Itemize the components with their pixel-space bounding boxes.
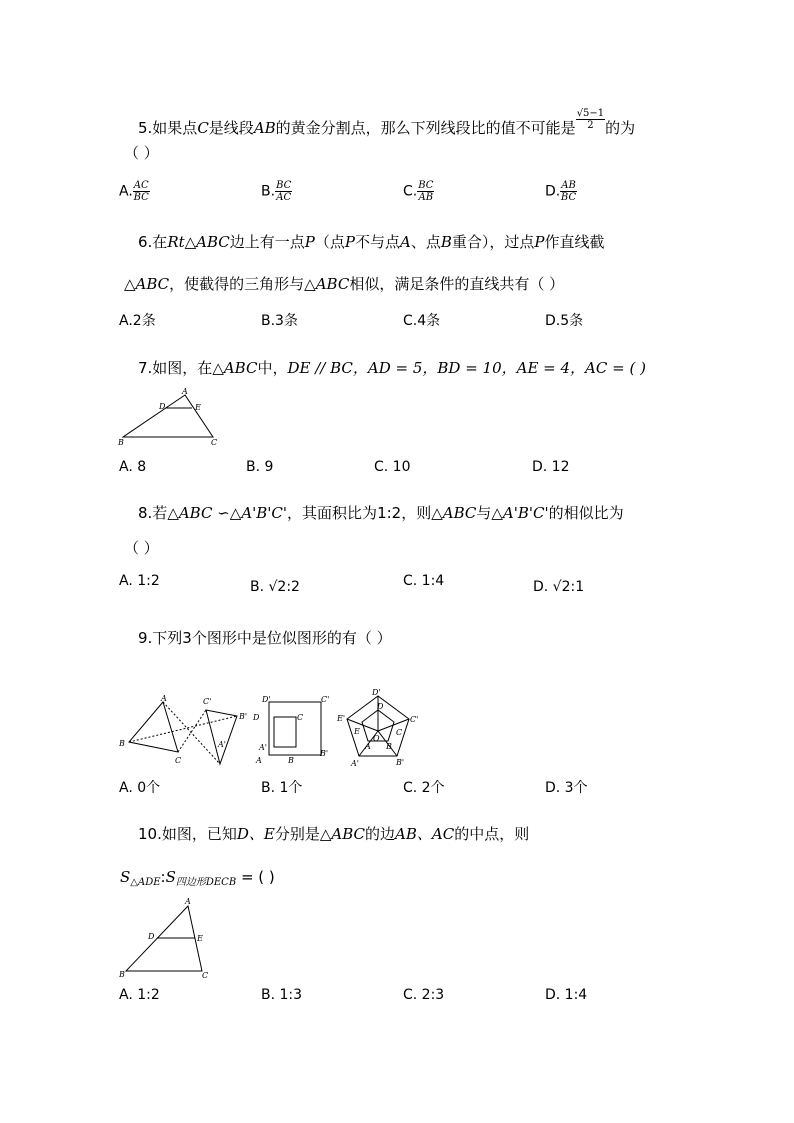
label-a1: A' [259, 743, 267, 752]
label-c: C [297, 713, 304, 722]
label-b: B [119, 739, 125, 748]
q10-stem-line1 [138, 824, 529, 844]
inner-rectangle [274, 717, 296, 747]
q8-ratio: 1:2 [377, 504, 402, 522]
label-a: A [185, 897, 191, 906]
q6-text: 、点 [410, 233, 441, 251]
q6-var: △ABC [304, 275, 350, 293]
label-d: D [148, 932, 155, 941]
label-b: B [118, 438, 124, 447]
triangle-abc [129, 702, 178, 752]
q10-text: = ( ) [236, 868, 275, 886]
q6-var: B [440, 233, 452, 251]
q10-triangle-figure [115, 894, 225, 984]
q7-option-a[interactable]: A. 8 [119, 459, 147, 475]
q8-paren: （ ） [124, 539, 159, 557]
q8-text: ，则 [401, 504, 432, 522]
label-a: A [256, 756, 262, 765]
q8-var: △A'B'C' [491, 504, 549, 522]
q6-option-b[interactable]: B.3条 [261, 313, 298, 329]
q8-option-a[interactable]: A. 1:2 [119, 573, 160, 589]
ray [378, 719, 409, 731]
label-d1: D' [262, 695, 271, 704]
q6-option-a[interactable]: A.2条 [119, 313, 156, 329]
q10-text: 的中点，则 [454, 825, 530, 843]
option-label: D. [545, 183, 561, 200]
q5-stem [138, 108, 635, 138]
q8-var: △ABC ∽△A'B'C' [167, 504, 288, 522]
label-d: D [253, 713, 260, 722]
option-label: A. [119, 183, 133, 200]
q7-text: 中， [257, 359, 288, 377]
area-subscript: △ADE [130, 877, 161, 888]
frac-den: AC [276, 192, 292, 203]
frac-num: √5−1 [576, 108, 605, 119]
label-d: D [377, 702, 384, 711]
label-a: A [161, 694, 167, 703]
option-fraction [275, 180, 292, 203]
q10-option-a[interactable]: A. 1:2 [119, 987, 160, 1003]
label-c1: C' [203, 697, 212, 706]
frac-den: BC [133, 192, 149, 203]
area-subscript: 四边形DECB [175, 877, 237, 888]
q7-option-b[interactable]: B. 9 [246, 459, 274, 475]
q6-stem-line1 [138, 232, 605, 252]
q7-var: △ABC [212, 359, 258, 377]
q6-option-d[interactable]: D.5条 [545, 313, 584, 329]
option-label: B. [261, 183, 276, 200]
label-a1: A' [218, 740, 226, 749]
q5-text: 的黄金分割点，那么下列线段比的值不可能是 [275, 119, 576, 137]
frac-den: AB [418, 192, 434, 203]
q10-var: △ABC [319, 825, 366, 843]
frac-num: BC [276, 180, 292, 191]
q6-text: 6.在 [138, 233, 168, 251]
frac-num: BC [418, 180, 434, 191]
frac-num: AB [561, 180, 576, 191]
q5-var: C [197, 119, 209, 137]
q5-option-a[interactable] [119, 180, 150, 203]
triangle-a1b1c1 [206, 710, 237, 764]
q10-option-b[interactable]: B. 1:3 [261, 987, 303, 1003]
q6-text: 相似，满足条件的直线共有（ ） [349, 275, 565, 293]
area-symbol: S [165, 868, 176, 886]
q5-option-b[interactable] [261, 180, 292, 203]
frac-num: AC [133, 180, 149, 191]
label-d: D [159, 402, 166, 411]
dashed-line [129, 716, 237, 742]
label-c1: C' [410, 715, 419, 724]
q5-text: 5.如果点 [138, 119, 198, 137]
q6-option-c[interactable]: C.4条 [403, 313, 441, 329]
q8-stem [138, 503, 624, 523]
label-d1: D' [372, 688, 381, 697]
label-e: E [354, 727, 360, 736]
q8-text: 与 [476, 504, 492, 522]
q5-text: 是线段 [208, 119, 254, 137]
q5-option-c[interactable] [403, 180, 434, 203]
q10-text: 的边 [365, 825, 396, 843]
q6-stem-line2 [124, 274, 564, 294]
q8-option-d[interactable]: D. √2:1 [533, 579, 585, 595]
q7-option-c[interactable]: C. 10 [374, 459, 411, 475]
q10-option-d[interactable]: D. 1:4 [545, 987, 588, 1003]
q8-var: △ABC [431, 504, 477, 522]
q8-option-c[interactable]: C. 1:4 [403, 573, 445, 589]
q6-var: A [400, 233, 411, 251]
frac-den: 2 [587, 120, 594, 131]
q7-condition: DE // BC，AD = 5，BD = 10，AE = 4，AC = ( ) [287, 359, 646, 377]
q6-var: P [534, 233, 545, 251]
ray [347, 719, 378, 731]
q9-figure-1 [117, 692, 257, 772]
q6-text: 不与点 [355, 233, 401, 251]
label-a: A [182, 387, 188, 396]
label-e: E [197, 934, 203, 943]
q6-var: Rt△ABC [167, 233, 230, 251]
option-fraction [560, 180, 577, 203]
q6-text: （点 [314, 233, 345, 251]
q5-var: AB [253, 119, 276, 137]
option-fraction [417, 180, 434, 203]
frac-den: BC [560, 192, 577, 203]
q7-option-d[interactable]: D. 12 [532, 459, 570, 475]
option-label: C. [403, 183, 418, 200]
q7-triangle-figure [115, 387, 225, 447]
q10-var: AB、AC [395, 825, 455, 843]
label-b1: B' [320, 749, 329, 758]
q9-figure-2 [253, 692, 337, 772]
q6-var: P [344, 233, 355, 251]
q10-text: 10.如图，已知 [138, 825, 237, 843]
q6-text: 作直线截 [544, 233, 605, 251]
q9-option-d[interactable]: D. 3个 [545, 780, 588, 796]
q10-option-c[interactable]: C. 2:3 [403, 987, 445, 1003]
label-c: C [396, 728, 403, 737]
q6-var: P [304, 233, 315, 251]
q7-text: 7.如图，在 [138, 359, 213, 377]
q6-text: 边上有一点 [229, 233, 305, 251]
label-b1: B' [396, 758, 405, 767]
q8-text: ，其面积比为 [287, 504, 378, 522]
q10-text: 分别是 [274, 825, 320, 843]
colon: : [160, 868, 166, 886]
q6-var: △ABC [124, 275, 170, 293]
label-e1: E' [337, 714, 346, 723]
label-c: C [211, 438, 218, 447]
q9-stem: 9.下列3个图形中是位似图形的有（ ） [138, 629, 392, 647]
q9-option-b[interactable]: B. 1个 [261, 780, 303, 796]
label-c: C [175, 756, 182, 765]
q10-var: D、E [236, 825, 275, 843]
label-o: O [373, 734, 380, 743]
area-symbol: S [120, 868, 131, 886]
label-b1: B' [239, 712, 248, 721]
label-a: A [365, 742, 371, 751]
label-b: B [119, 970, 125, 979]
triangle-abc [123, 395, 213, 437]
q6-text: ，使截得的三角形与 [169, 275, 305, 293]
q5-paren: （ ） [124, 144, 159, 162]
option-fraction [133, 180, 150, 203]
label-b: B [386, 742, 392, 751]
q9-figure-3 [335, 688, 425, 773]
q5-text: 的为 [605, 119, 636, 137]
q7-stem [138, 358, 646, 378]
label-b: B [288, 756, 294, 765]
q8-option-b[interactable]: B. √2:2 [250, 579, 300, 595]
golden-ratio-fraction [576, 108, 605, 131]
dashed-line [178, 710, 206, 752]
label-c: C [202, 971, 209, 980]
q9-option-a[interactable]: A. 0个 [119, 780, 161, 796]
q8-text: 8.若 [138, 504, 168, 522]
q8-text: 的相似比为 [548, 504, 624, 522]
label-c1: C' [321, 695, 330, 704]
label-e: E [195, 403, 201, 412]
q6-text: 重合），过点 [451, 233, 535, 251]
q9-option-c[interactable]: C. 2个 [403, 780, 445, 796]
q5-option-d[interactable] [545, 180, 577, 203]
q10-stem-line2 [120, 867, 275, 893]
label-a1: A' [351, 759, 359, 768]
